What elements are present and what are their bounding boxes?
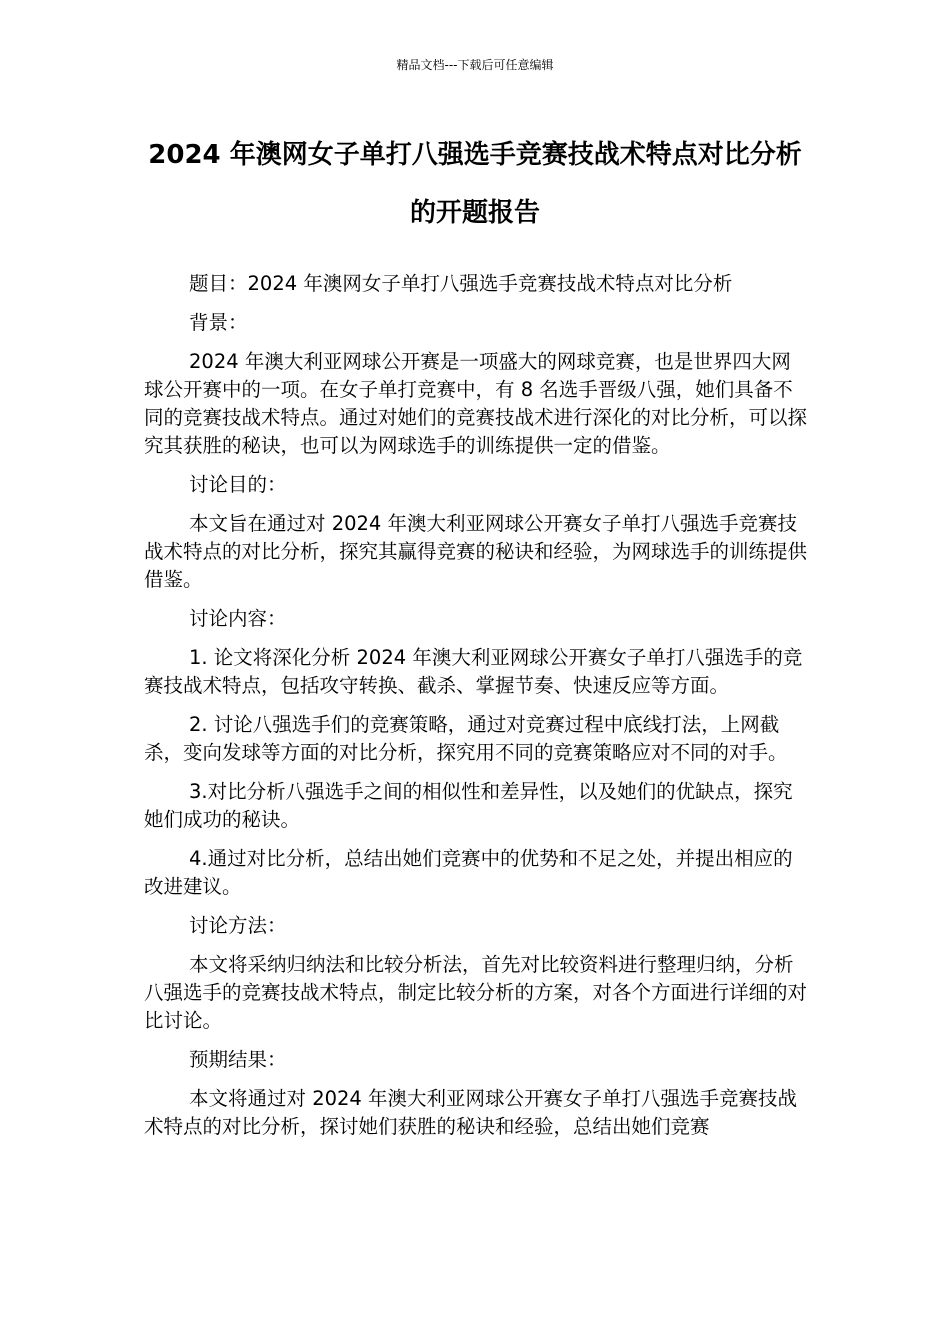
section-label-content: 讨论内容： (189, 607, 287, 630)
paragraph-purpose: 本文旨在通过对 2024 年澳大利亚网球公开赛女子单打八强选手竞赛技战术特点的对比分析，探究其赢得竞赛的秘诀和经验，为网球选手的训练提供借鉴。 (144, 512, 808, 591)
paragraph-content-item-4: 4.通过对比分析，总结出她们竞赛中的优势和不足之处，并提出相应的改进建议。 (144, 847, 793, 898)
page-header: 精品文档---下载后可任意编辑 (396, 58, 554, 72)
section-label-expected-results: 预期结果： (189, 1048, 287, 1071)
paragraph-expected-results: 本文将通过对 2024 年澳大利亚网球公开赛女子单打八强选手竞赛技战术特点的对比分析，探讨她们获胜的秘诀和经验，总结出她们竞赛 (144, 1087, 798, 1138)
document-body (144, 270, 808, 1152)
paragraph-background: 2024 年澳大利亚网球公开赛是一项盛大的网球竞赛，也是世界四大网球公开赛中的一项。在女子单打竞赛中，有 8 名选手晋级八强，她们具备不同的竞赛技战术特点。通过对她们的竞赛技战术进行深化的对比分析，可以探究其获胜的秘诀，也可以为网球选手的训练提供一定的借鉴。 (144, 350, 808, 457)
paragraph-content-item-2: 2. 讨论八强选手们的竞赛策略，通过对竞赛过程中底线打法，上网截杀，变向发球等方面的对比分析，探究用不同的竞赛策略应对不同的对手。 (144, 713, 788, 764)
paragraph-method: 本文将采纳归纳法和比较分析法，首先对比较资料进行整理归纳，分析八强选手的竞赛技战术特点，制定比较分析的方案，对各个方面进行详细的对比讨论。 (144, 953, 808, 1032)
section-label-purpose: 讨论目的： (189, 473, 287, 496)
paragraph-content-item-1: 1. 论文将深化分析 2024 年澳大利亚网球公开赛女子单打八强选手的竞赛技战术特点，包括攻守转换、截杀、掌握节奏、快速反应等方面。 (144, 646, 803, 697)
paragraph-topic: 题目：2024 年澳网女子单打八强选手竞赛技战术特点对比分析 (189, 272, 733, 295)
section-label-method: 讨论方法： (189, 914, 287, 937)
paragraph-content-item-3: 3.对比分析八强选手之间的相似性和差异性，以及她们的优缺点，探究她们成功的秘诀。 (144, 780, 793, 831)
document-title: 2024 年澳网女子单打八强选手竞赛技战术特点对比分析的开题报告 (148, 140, 802, 228)
section-label-background: 背景： (189, 311, 248, 334)
